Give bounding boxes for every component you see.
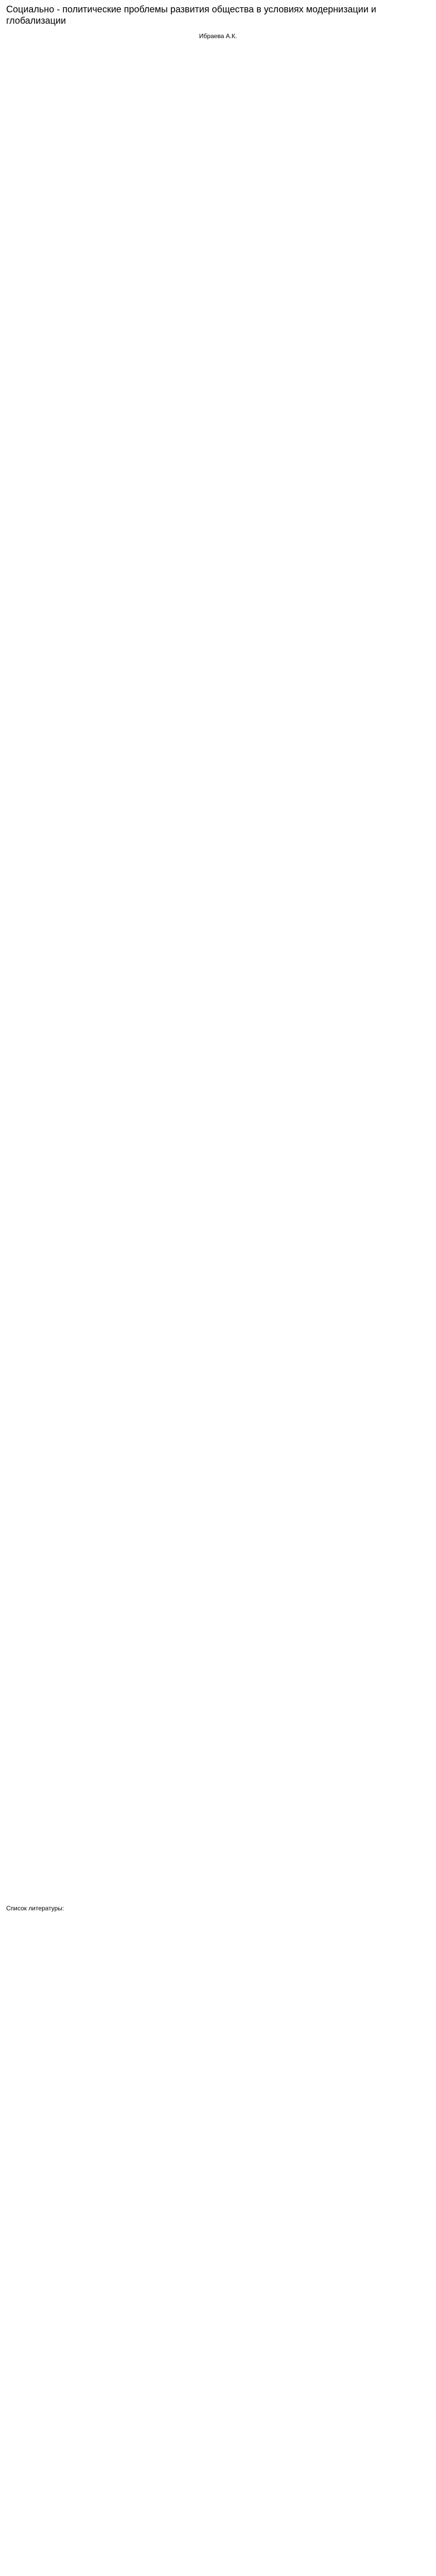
- reference-item: [6, 2039, 430, 2055]
- reference-item: [6, 1989, 430, 2006]
- body-paragraph: [6, 1229, 430, 1285]
- document-body: [6, 57, 430, 1844]
- body-paragraph: [6, 1675, 430, 1732]
- body-paragraph: [6, 1565, 430, 1592]
- body-paragraph: [6, 1285, 430, 1368]
- body-paragraph: [6, 1452, 430, 1480]
- body-paragraph: [6, 1480, 430, 1508]
- body-paragraph: [6, 754, 430, 810]
- reference-item: [6, 1923, 430, 1940]
- body-paragraph: [6, 474, 430, 531]
- body-paragraph: [6, 559, 430, 587]
- body-paragraph: [6, 1759, 430, 1787]
- body-paragraph: [6, 447, 430, 474]
- reference-item: [6, 2022, 430, 2039]
- references-heading: Список литературы:: [6, 1905, 64, 1912]
- body-paragraph: [6, 252, 430, 280]
- reference-item: [6, 2072, 430, 2088]
- body-paragraph: [6, 1732, 430, 1759]
- body-paragraph: [6, 1173, 430, 1201]
- document-author: Ибраева А.К.: [199, 32, 237, 40]
- body-paragraph: [6, 671, 430, 754]
- body-paragraph: [6, 140, 430, 167]
- body-paragraph: [6, 923, 430, 951]
- body-paragraph: [6, 1061, 430, 1089]
- body-paragraph: [6, 167, 430, 195]
- body-paragraph: [6, 1787, 430, 1844]
- body-paragraph: [6, 951, 430, 978]
- body-paragraph: [6, 308, 430, 364]
- body-paragraph: [6, 978, 430, 1061]
- body-paragraph: [6, 1508, 430, 1565]
- reference-item: [6, 1940, 430, 1956]
- reference-item: [6, 1956, 430, 1973]
- body-paragraph: [6, 1089, 430, 1116]
- reference-item: [6, 2055, 430, 2072]
- body-paragraph: [6, 838, 430, 866]
- reference-item: [6, 2006, 430, 2022]
- body-paragraph: [6, 1592, 430, 1675]
- reference-item: [6, 1973, 430, 1989]
- body-paragraph: [6, 280, 430, 308]
- body-paragraph: [6, 587, 430, 643]
- body-paragraph: [6, 643, 430, 671]
- body-paragraph: [6, 1396, 430, 1452]
- body-paragraph: [6, 195, 430, 252]
- body-paragraph: [6, 810, 430, 838]
- body-paragraph: [6, 1116, 430, 1173]
- body-paragraph: [6, 1201, 430, 1229]
- body-paragraph: [6, 1368, 430, 1396]
- references-list: [6, 1923, 430, 2088]
- document-title: Социально - политические проблемы развития общества в условиях модернизации и глобализации: [6, 4, 376, 26]
- body-paragraph: [6, 364, 430, 447]
- body-paragraph: [6, 531, 430, 559]
- body-paragraph: [6, 866, 430, 923]
- body-paragraph: [6, 57, 430, 140]
